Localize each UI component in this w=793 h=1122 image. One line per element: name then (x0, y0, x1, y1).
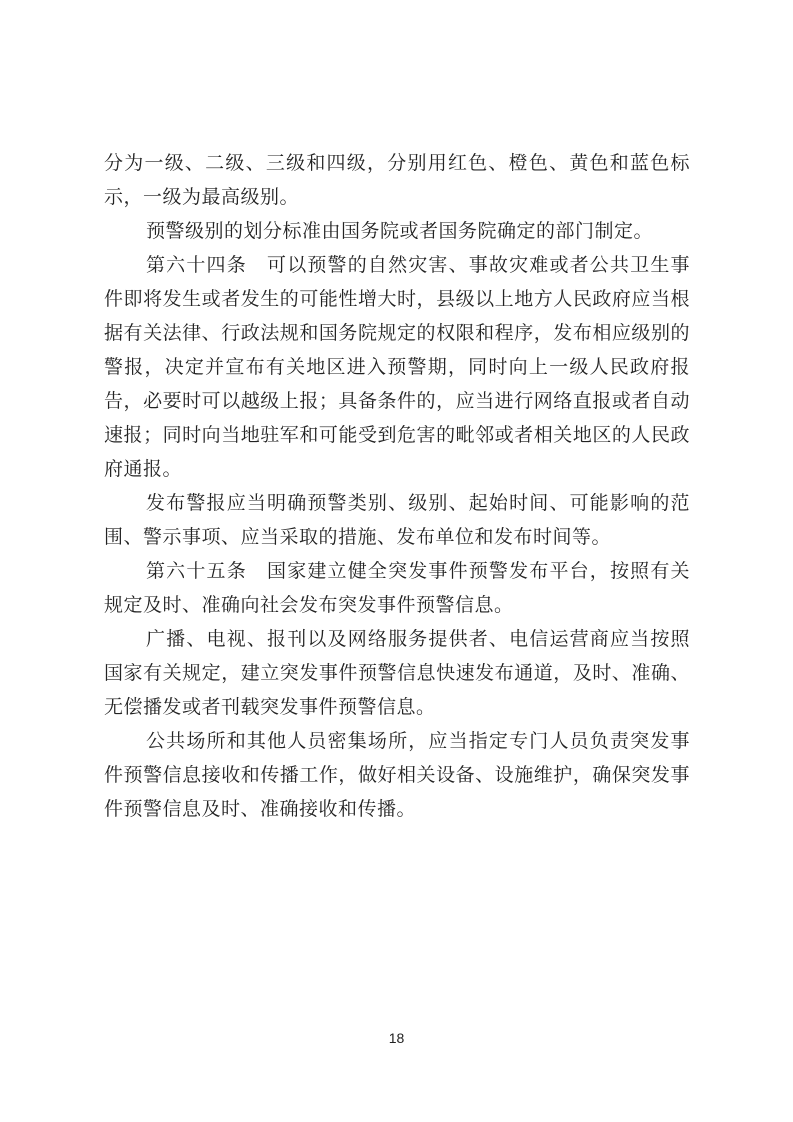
paragraph-article-64: 第六十四条 可以预警的自然灾害、事故灾难或者公共卫生事件即将发生或者发生的可能性增大时，县级以上地方人民政府应当根据有关法律、行政法规和国务院规定的权限和程序，发布相应级别的警报，决定并宣布有关地区进入预警期，同时向上一级人民政府报告，必要时可以越级上报；具备条件的，应当进行网络直报或者自动速报；同时向当地驻军和可能受到危害的毗邻或者相关地区的人民政府通报。 (104, 254, 690, 480)
paragraph-media-obligations: 广播、电视、报刊以及网络服务提供者、电信运营商应当按照国家有关规定，建立突发事件预警信息快速发布通道，及时、准确、无偿播发或者刊载突发事件预警信息。 (104, 628, 690, 718)
document-body (104, 146, 690, 826)
paragraph-warning-level-standard: 预警级别的划分标准由国务院或者国务院确定的部门制定。 (146, 220, 654, 242)
paragraph-public-places: 公共场所和其他人员密集场所，应当指定专门人员负责突发事件预警信息接收和传播工作，做好相关设备、设施维护，确保突发事件预警信息及时、准确接收和传播。 (104, 730, 690, 820)
paragraph-alert-content: 发布警报应当明确预警类别、级别、起始时间、可能影响的范围、警示事项、应当采取的措施、发布单位和发布时间等。 (104, 492, 690, 548)
page-number: 18 (388, 1030, 405, 1046)
paragraph-article-65: 第六十五条 国家建立健全突发事件预警发布平台，按照有关规定及时、准确向社会发布突发事件预警信息。 (104, 560, 690, 616)
paragraph-continued-levels: 分为一级、二级、三级和四级，分别用红色、橙色、黄色和蓝色标示，一级为最高级别。 (104, 152, 690, 208)
